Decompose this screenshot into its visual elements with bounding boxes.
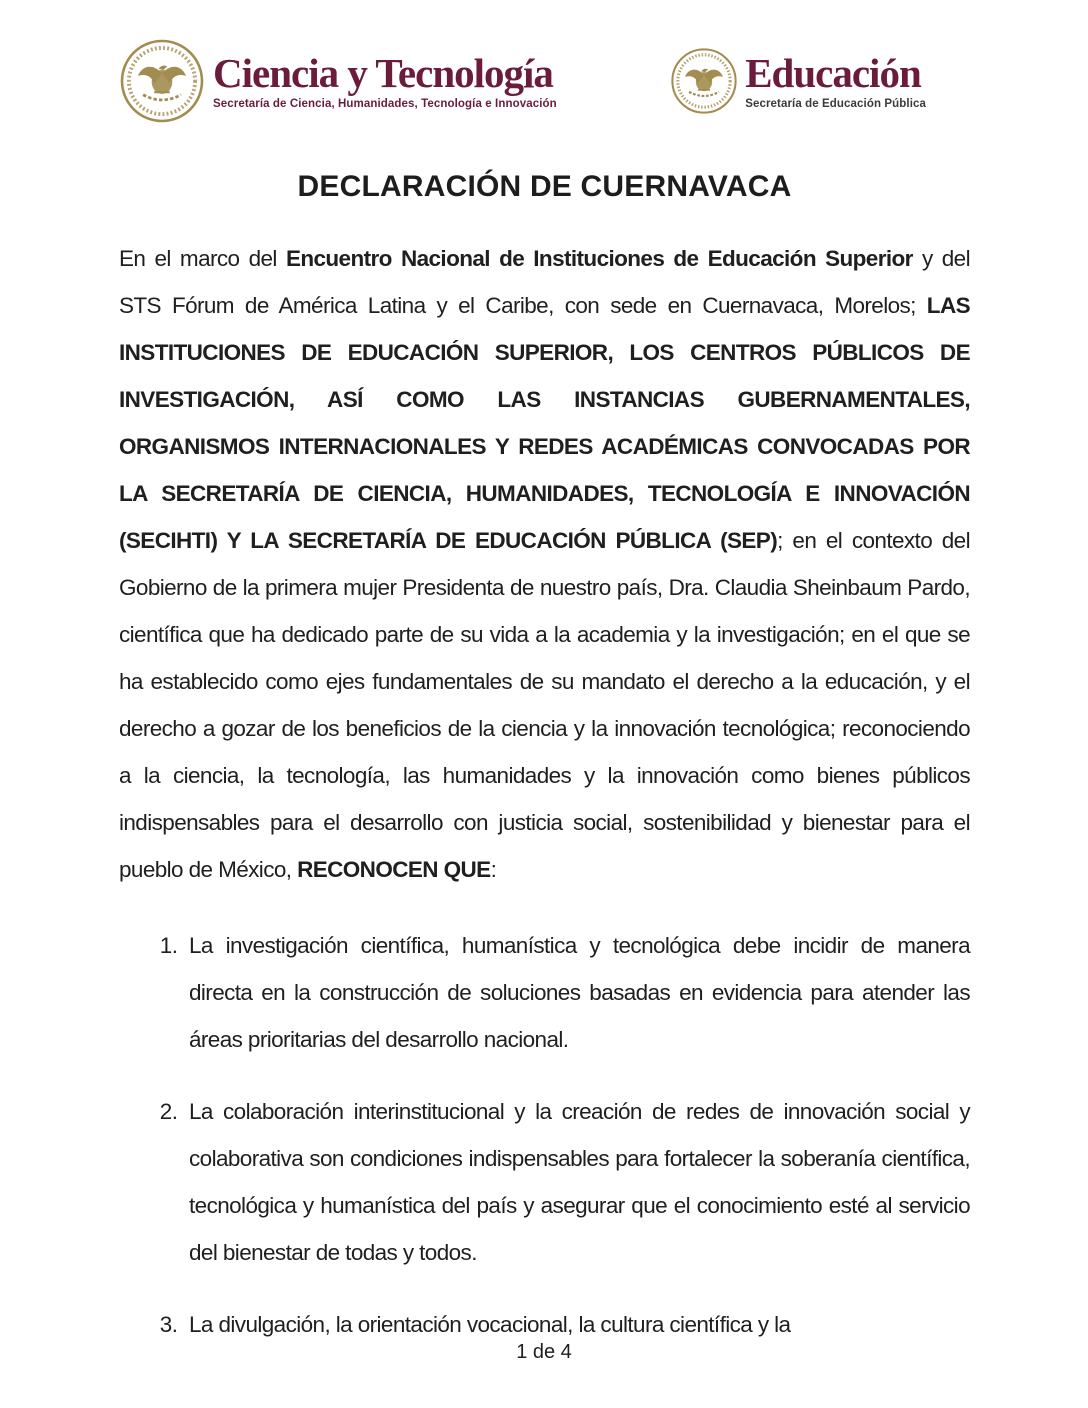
logo-title: Educación: [745, 49, 921, 96]
logo-ciencia-y-tecnologia: [119, 38, 557, 124]
page-number: 1 de 4: [516, 1341, 572, 1363]
mexican-coat-of-arms-seal-icon: [119, 38, 205, 124]
paragraph-run-bold: RECONOCEN QUE: [297, 857, 491, 882]
list-item: 2. La colaboración interinstitucional y la creación de redes de innovación social y colaborativa son condiciones indispensables para fortalecer la soberanía científica, tecnológica y humanística del país y asegurar que el conocimiento esté al servicio del bienestar de todas y todos.: [183, 1088, 970, 1276]
header-logos: [119, 38, 970, 124]
logo-text-block: [213, 49, 557, 111]
paragraph-run: En el marco del: [119, 246, 286, 271]
page-title: DECLARACIÓN DE CUERNAVACA: [297, 170, 792, 203]
logo-educacion: [670, 47, 926, 115]
mexican-coat-of-arms-seal-icon: [670, 47, 738, 115]
logo-title: Ciencia y Tecnología: [213, 49, 553, 96]
list-item: 3. La divulgación, la orientación vocacional, la cultura científica y la: [183, 1301, 970, 1348]
declaration-list: [119, 922, 970, 1348]
logo-subtitle: Secretaría de Ciencia, Humanidades, Tecnología e Innovación: [213, 98, 557, 111]
opening-paragraph: [119, 235, 970, 893]
paragraph-run: ; en el contexto del Gobierno de la primera mujer Presidenta de nuestro país, Dra. Claudia Sheinbaum Pardo, científica que ha dedicado parte de su vida a la academia y la investigación; en el que se ha establecido como ejes fundamentales de su mandato el derecho a la educación, y el derecho a gozar de los beneficios de la ciencia y la innovación tecnológica; reconociendo a la ciencia, la tecnología, las humanidades y la innovación como bienes públicos indispensables para el desarrollo con justicia social, sostenibilidad y bienestar para el pueblo de México,: [119, 528, 970, 882]
paragraph-run-bold: LAS INSTITUCIONES DE EDUCACIÓN SUPERIOR, LOS CENTROS PÚBLICOS DE INVESTIGACIÓN, ASÍ COMO LAS INSTANCIAS GUBERNAMENTALES, ORGANISMOS INTERNACIONALES Y REDES ACADÉMICAS CONVOCADAS POR LA SECRETARÍA DE CIENCIA, HUMANIDADES, TECNOLOGÍA E INNOVACIÓN (SECIHTI) Y LA SECRETARÍA DE EDUCACIÓN PÚBLICA (SEP): [119, 293, 970, 553]
paragraph-run-bold: Encuentro Nacional de Instituciones de Educación Superior: [285, 246, 913, 271]
paragraph-run: :: [490, 857, 497, 882]
paragraph-run: y del STS Fórum de América Latina y el Caribe, con sede en Cuernavaca, Morelos;: [119, 246, 970, 318]
list-item: 1. La investigación científica, humanística y tecnológica debe incidir de manera directa en la construcción de soluciones basadas en evidencia para atender las áreas prioritarias del desarrollo nacional.: [183, 922, 970, 1063]
logo-subtitle: Secretaría de Educación Pública: [745, 98, 926, 111]
logo-text-block: [745, 49, 926, 111]
